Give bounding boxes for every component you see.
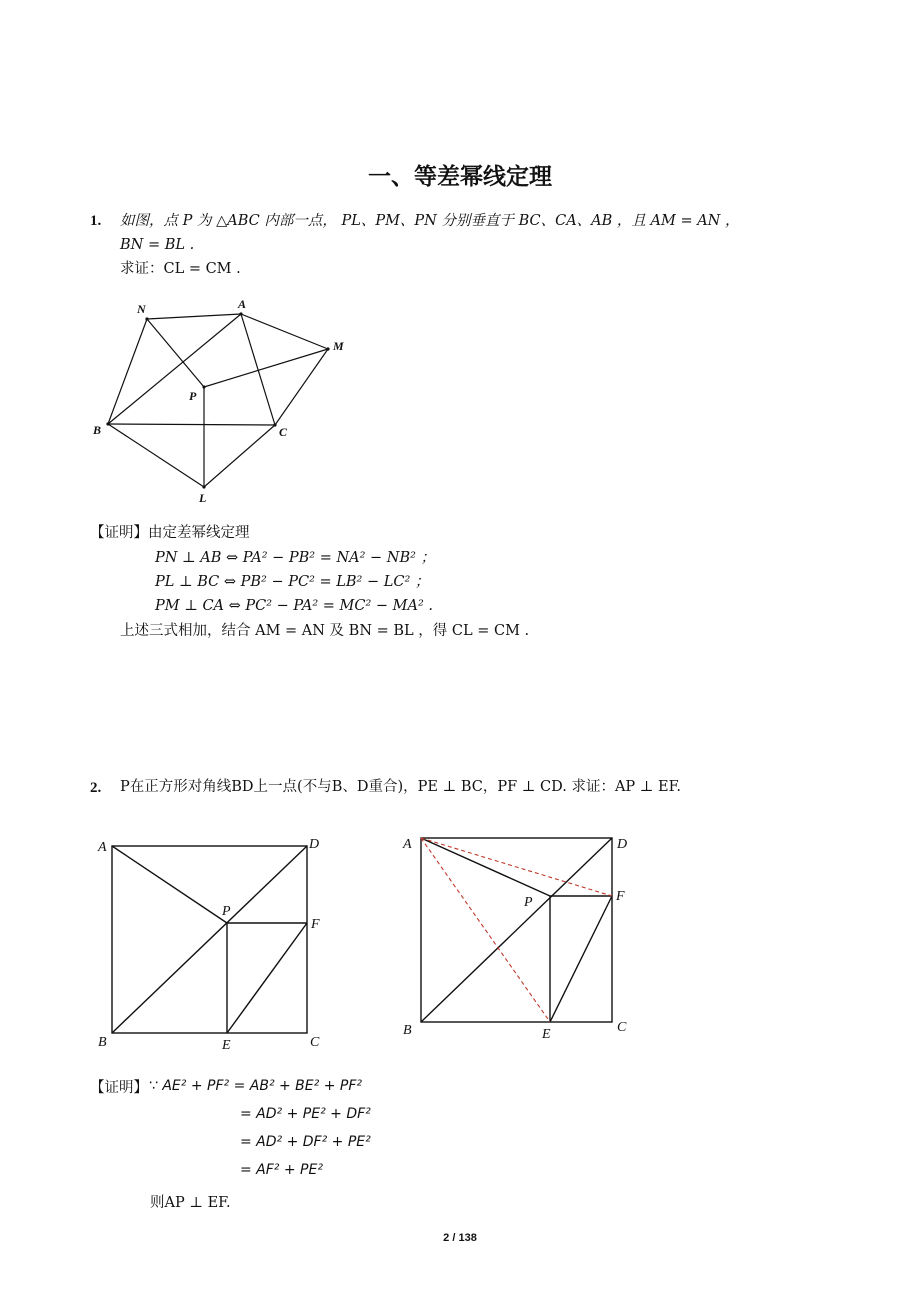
fig2a-label-p: P bbox=[222, 904, 231, 919]
segment-pm bbox=[204, 349, 328, 387]
segment-ef bbox=[550, 896, 612, 1022]
problem-1-proof-line-3: PM ⊥ CA ⇔ PC² − PA² = MC² − MA² . bbox=[155, 598, 433, 614]
fig2b-label-f: F bbox=[616, 889, 625, 904]
problem-2-proof-line-2: = AD² + DF² + PE² bbox=[240, 1134, 371, 1150]
diagonal-bd bbox=[421, 838, 612, 1022]
problem-1-statement-line-1: 如图，点 P 为 △ABC 内部一点， PL、PM、PN 分别垂直于 BC、CA、AB ，且 AM = AN ， bbox=[120, 213, 740, 229]
fig2a-label-a: A bbox=[98, 840, 107, 855]
segment-ef bbox=[227, 923, 307, 1033]
fig2b-label-c: C bbox=[617, 1020, 627, 1035]
fig2b-label-p: P bbox=[524, 895, 533, 910]
problem-1-proof-line-1: PN ⊥ AB ⇔ PA² − PB² = NA² − NB² ； bbox=[155, 550, 436, 566]
segment-cl bbox=[204, 425, 275, 487]
fig1-label-b: B bbox=[93, 423, 102, 437]
segment-ac bbox=[241, 314, 275, 425]
problem-1-prove-line: 求证：CL = CM . bbox=[120, 261, 241, 277]
fig2a-label-f: F bbox=[311, 917, 320, 932]
segment-mc bbox=[275, 349, 328, 425]
page-title: 一、等差幂线定理 bbox=[368, 164, 552, 190]
dashed-segment-af bbox=[421, 838, 612, 896]
fig2a-label-e: E bbox=[222, 1038, 231, 1053]
fig1-label-c: C bbox=[279, 425, 288, 439]
problem-1-number: 1. bbox=[90, 213, 102, 229]
diagonal-bd bbox=[112, 846, 307, 1033]
problem-1-figure bbox=[85, 292, 360, 512]
fig1-label-p: P bbox=[189, 389, 197, 403]
problem-2-conclusion: 则AP ⊥ EF. bbox=[150, 1195, 231, 1211]
problem-1-proof-heading: 【证明】由定差幂线定理 bbox=[90, 525, 250, 541]
fig2b-label-a: A bbox=[403, 837, 412, 852]
problem-2-figure-2 bbox=[395, 828, 645, 1048]
page-number: 2 / 138 bbox=[443, 1232, 477, 1244]
problem-2-number: 2. bbox=[90, 780, 102, 796]
segment-am bbox=[241, 314, 328, 349]
problem-2-proof-first: ∵ AE² + PF² = AB² + BE² + PF² bbox=[149, 1078, 362, 1094]
dashed-segment-ae bbox=[421, 838, 550, 1022]
segment-pn bbox=[147, 319, 204, 387]
fig2b-label-e: E bbox=[542, 1027, 551, 1042]
fig2b-label-d: D bbox=[617, 837, 628, 852]
problem-2-proof-heading: 【证明】 bbox=[90, 1080, 148, 1096]
problem-2-figure-1 bbox=[90, 828, 335, 1058]
fig1-label-l: L bbox=[199, 491, 207, 505]
fig2a-label-d: D bbox=[309, 837, 320, 852]
fig2b-label-b: B bbox=[403, 1023, 412, 1038]
segment-ap bbox=[112, 846, 227, 923]
problem-2-proof-line-1: = AD² + PE² + DF² bbox=[240, 1106, 371, 1122]
segment-lb bbox=[108, 424, 204, 487]
fig2a-label-c: C bbox=[310, 1035, 320, 1050]
problem-2-proof-line-3: = AF² + PE² bbox=[240, 1162, 323, 1178]
segment-ap bbox=[421, 838, 550, 896]
problem-1-statement-line-2: BN = BL . bbox=[120, 237, 195, 253]
fig1-label-m: M bbox=[333, 339, 344, 353]
segment-na bbox=[147, 314, 241, 319]
fig2a-label-b: B bbox=[98, 1035, 107, 1050]
fig1-label-a: A bbox=[238, 297, 247, 311]
problem-1-conclusion: 上述三式相加，结合 AM = AN 及 BN = BL ，得 CL = CM . bbox=[120, 623, 530, 639]
fig1-label-n: N bbox=[137, 302, 146, 316]
problem-2-statement: P在正方形对角线BD上一点(不与B、D重合)，PE ⊥ BC，PF ⊥ CD. 求证：AP ⊥ EF. bbox=[120, 779, 682, 795]
segment-bc bbox=[108, 424, 275, 425]
problem-1-proof-line-2: PL ⊥ BC ⇔ PB² − PC² = LB² − LC² ； bbox=[155, 574, 430, 590]
